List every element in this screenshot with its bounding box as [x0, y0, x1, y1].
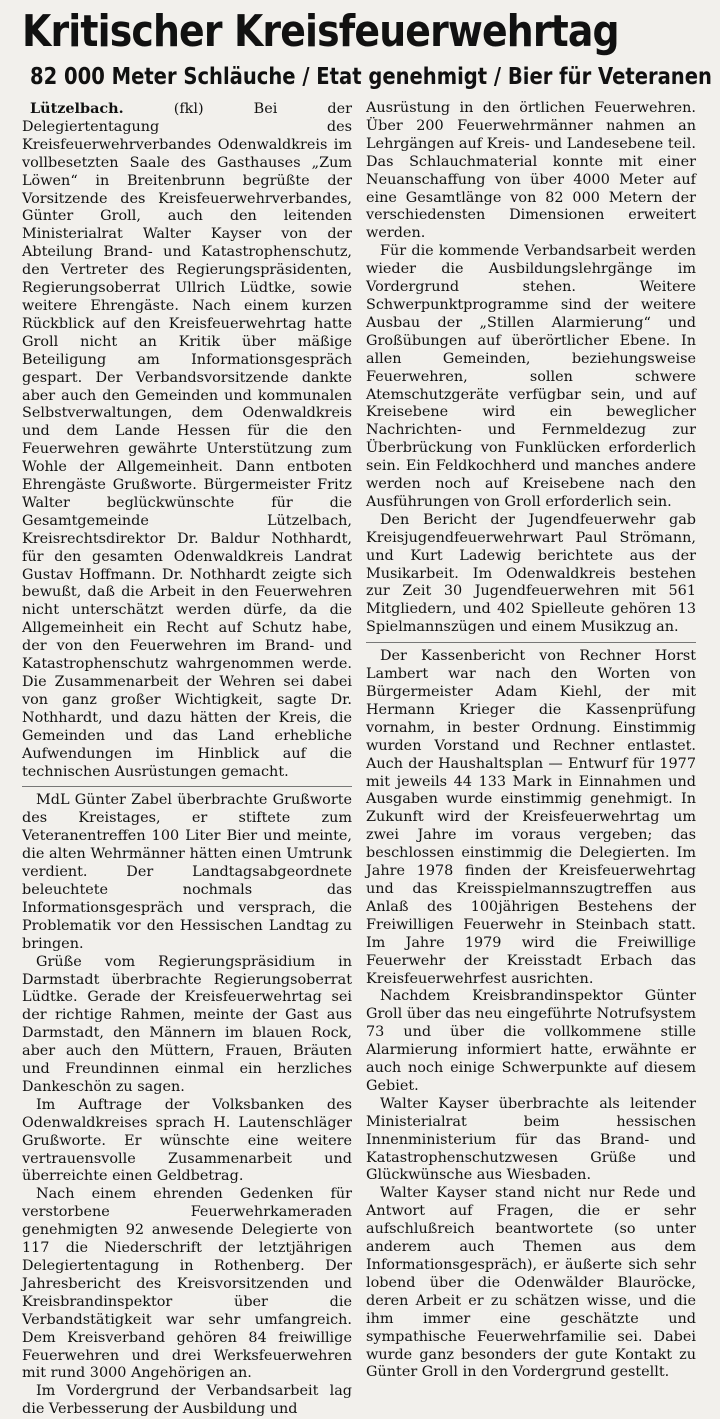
paragraph: Walter Kayser stand nicht nur Rede und Antwort auf Fragen, die er sehr aufschlußreich beantwortete (so unter anderem auch Themen aus dem Informationsgespräch), er äußerte sich sehr lobend über die Odenwälder Blauröcke, deren Arbeit er zu schätzen wisse, und die ihm immer eine geschätzte und sympathische Feuerwehrfamilie sei. Dabei wurde ganz besonders der gute Kontakt zu Günter Groll in den Vordergrund gestellt.	[366, 1185, 696, 1381]
paragraph-text: (fkl) Bei der Delegiertentagung des Kreisfeuerwehrverbandes Odenwaldkreis im vollbesetzten Saale des Gasthauses „Zum Löwen“ in Breitenbrunn begrüßte der Vorsitzende des Kreisfeuerwehrverbandes, Günter Groll, auch den leitenden Ministerialrat Walter Kayser von der Abteilung Brand- und Katastrophenschutz, den Vertreter des Regierungspräsidenten, Regierungsoberrat Ullrich Lüdtke, sowie weitere Ehrengäste. Nach einem kurzen Rückblick auf den Kreisfeuerwehrtag hatte Groll nicht an Kritik über mäßige Beteiligung am Informationsgespräch gespart. Der Verbandsvorsitzende dankte aber auch den Gemeinden und kommunalen Selbstverwaltungen, dem Odenwaldkreis und dem Lande Hessen für die den Feuerwehren gewährte Unterstützung zum Wohle der Allgemeinheit. Dann entboten Ehrengäste Grußworte. Bürgermeister Fritz Walter beglückwünschte für die Gesamtgemeinde Lützelbach, Kreisrechtsdirektor Dr. Baldur Nothhardt, für den gesamten Odenwaldkreis Landrat Gustav Hoffmann. Dr. Nothhardt zeigte sich bewußt, daß die Arbeit in den Feuerwehren nicht unterschätzt werden dürfe, da die Allgemeinheit ein Recht auf Schutz habe, der von den Feuerwehren im Brand- und Katastrophenschutz wahrgenommen werde. Die Zusammenarbeit der Wehren sei dabei von ganz großer Wichtigkeit, sagte Dr. Nothhardt, und dazu hätten der Kreis, die Gemeinden und das Land erhebliche Aufwendungen im Hinblick auf die technischen Ausrüstungen gemacht.	[22, 101, 353, 780]
dateline: Lützelbach.	[30, 100, 124, 117]
divider	[366, 642, 696, 643]
paragraph: Im Auftrage der Volksbanken des Odenwaldkreises sprach H. Lautenschläger Grußworte. Er wünschte eine weitere vertrauensvolle Zusammenarbeit und überreichte einen Geldbetrag.	[22, 1096, 352, 1185]
paragraph: Der Kassenbericht von Rechner Horst Lambert war nach den Worten von Bürgermeister Adam Kiehl, der mit Hermann Krieger die Kassenprüfung vornahm, in bester Ordnung. Einstimmig wurden Vorstand und Rechner entlastet. Auch der Haushaltsplan — Entwurf für 1977 mit jeweils 44 133 Mark in Einnahmen und Ausgaben wurde einstimmig genehmigt. In Zukunft wird der Kreisfeuerwehrtag um zwei Jahre im voraus vergeben; das beschlossen einstimmig die Delegierten. Im Jahre 1978 finden der Kreisfeuerwehrtag und das Kreisspielmannszugtreffen aus Anlaß des 100jährigen Bestehens der Freiwilligen Feuerwehr in Steinbach statt. Im Jahre 1979 wird die Freiwillige Feuerwehr der Kreisstadt Erbach das Kreisfeuerwehrfest ausrichten.	[366, 648, 696, 987]
paragraph: Ausrüstung in den örtlichen Feuerwehren. Über 200 Feuerwehrmänner nahmen an Lehrgängen auf Kreis- und Landesebene teil. Das Schlauchmaterial konnte mit einer Neuanschaffung von über 4000 Meter auf eine Gesamtlänge von 82 000 Metern der verschiedensten Dimensionen erweitert werden.	[366, 100, 696, 242]
divider	[22, 786, 352, 787]
paragraph: MdL Günter Zabel überbrachte Grußworte des Kreistages, er stiftete zum Veteranentreffen 100 Liter Bier und meinte, die alten Wehrmänner hätten einen Umtrunk verdient. Der Landtagsabgeordnete beleuchtete nochmals das Informationsgespräch und versprach, die Problematik vor den Hessischen Landtag zu bringen.	[22, 792, 352, 952]
paragraph	[22, 100, 352, 781]
paragraph: Walter Kayser überbrachte als leitender Ministerialrat beim hessischen Innenministerium für das Brand- und Katastrophenschutzwesen Grüße und Glückwünsche aus Wiesbaden.	[366, 1095, 696, 1184]
subheadline: 82 000 Meter Schläuche / Etat genehmigt / Bier für Veteranen	[30, 64, 712, 90]
column-right	[366, 100, 696, 1419]
headline: Kritischer Kreisfeuerwehrtag	[22, 6, 619, 57]
paragraph: Für die kommende Verbandsarbeit werden wieder die Ausbildungslehrgänge im Vordergrund stehen. Weitere Schwerpunktprogramme sind der weitere Ausbau der „Stillen Alarmierung“ und Großübungen auf überörtlicher Ebene. In allen Gemeinden, beziehungsweise Feuerwehren, sollen schwere Atemschutzgeräte verfügbar sein, und auf Kreisebene wird ein beweglicher Nachrichten- und Fernmeldezug zur Überbrückung von Funklücken erforderlich sein. Ein Feldkochherd und manches andere werden noch auf Kreisebene nach den Ausführungen von Groll erforderlich sein.	[366, 243, 696, 510]
paragraph: Den Bericht der Jugendfeuerwehr gab Kreisjugendfeuerwehrwart Paul Strömann, und Kurt Ladewig berichtete aus der Musikarbeit. Im Odenwaldkreis bestehen zur Zeit 30 Jugendfeuerwehren mit 561 Mitgliedern, und 402 Spielleute gehören 13 Spielmannszügen und einem Musikzug an.	[366, 511, 696, 636]
paragraph: Nach einem ehrenden Gedenken für verstorbene Feuerwehrkameraden genehmigten 92 anwesende Delegierte von 117 die Niederschrift der letztjährigen Delegiertentagung in Rothenberg. Der Jahresbericht des Kreisvorsitzenden und Kreisbrandinspektor über die Verbandstätigkeit war sehr umfangreich. Dem Kreisverband gehören 84 freiwillige Feuerwehren und drei Werksfeuerwehren mit rund 3000 Angehörigen an.	[22, 1186, 352, 1382]
paragraph: Nachdem Kreisbrandinspektor Günter Groll über das neu eingeführte Notrufsystem 73 und über die vollkommene stille Alarmierung informiert hatte, erwähnte er auch noch einige Schwerpunkte auf diesem Gebiet.	[366, 988, 696, 1094]
column-left	[22, 100, 352, 1419]
paragraph: Im Vordergrund der Verbandsarbeit lag die Verbesserung der Ausbildung und	[22, 1383, 352, 1418]
paragraph: Grüße vom Regierungspräsidium in Darmstadt überbrachte Regierungsoberrat Lüdtke. Gerade der Kreisfeuerwehrtag sei der richtige Rahmen, meinte der Gast aus Darmstadt, den Männern im blauen Rock, aber auch den Müttern, Frauen, Bräuten und Freundinnen einmal ein herzliches Dankeschön zu sagen.	[22, 953, 352, 1095]
article-columns	[22, 100, 710, 1419]
